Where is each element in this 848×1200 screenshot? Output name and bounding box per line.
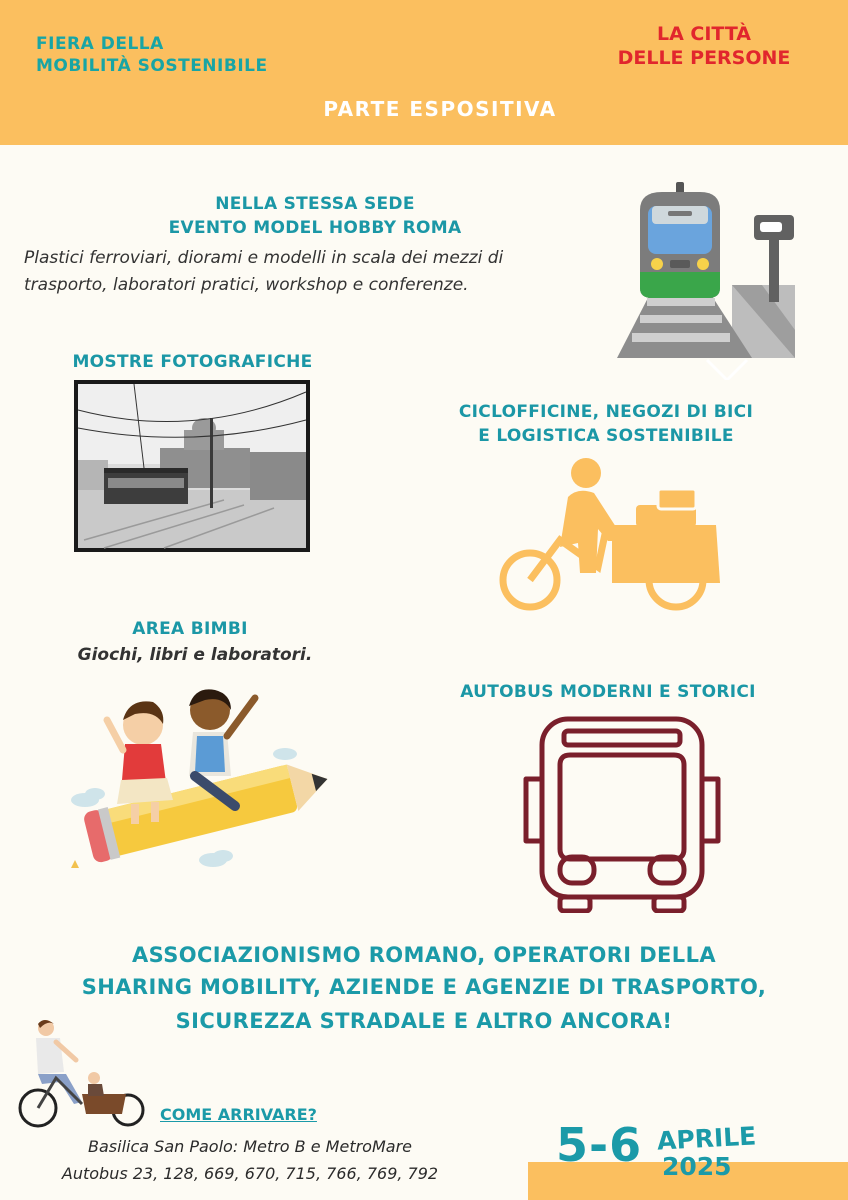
- cargo-bike-icon: [498, 455, 720, 617]
- brand-line2: DELLE PERSONE: [617, 47, 791, 69]
- date-year: 2025: [662, 1152, 732, 1181]
- associations-line3: SICUREZZA STRADALE E ALTRO ANCORA!: [175, 1009, 673, 1033]
- date-days: 5-6: [556, 1118, 643, 1172]
- associations-line1: ASSOCIAZIONISMO ROMANO, OPERATORI DELLA: [131, 943, 717, 967]
- event-name-line1: FIERA DELLA: [36, 34, 164, 54]
- date-month: APRILE: [656, 1121, 757, 1156]
- kids-area-description: Giochi, libri e laboratori.: [77, 645, 313, 665]
- model-hobby-title-line2: EVENTO MODEL HOBBY ROMA: [168, 218, 462, 238]
- model-hobby-title-line1: NELLA STESSA SEDE: [215, 194, 415, 214]
- section-title: PARTE ESPOSITIVA: [323, 97, 557, 121]
- directions-title[interactable]: COME ARRIVARE?: [160, 1105, 317, 1124]
- bike-shops-title-line1: CICLOFFICINE, NEGOZI DI BICI: [458, 402, 754, 422]
- bike-shops-title-line2: E LOGISTICA SOSTENIBILE: [478, 426, 734, 446]
- bike-shops-title: [416, 400, 796, 448]
- model-hobby-title: [150, 192, 480, 240]
- bus-icon: [520, 713, 724, 913]
- kids-pencil-illustration: [55, 680, 340, 880]
- brand-line1: LA CITTÀ: [656, 23, 752, 45]
- historic-tram-photo: [74, 380, 310, 552]
- photo-exhibitions-title: MOSTRE FOTOGRAFICHE: [72, 352, 313, 372]
- event-name: [36, 33, 268, 77]
- event-name-line2: MOBILITÀ SOSTENIBILE: [36, 56, 268, 76]
- model-hobby-desc-line1: Plastici ferroviari, diorami e modelli in scala dei mezzi di: [24, 248, 504, 268]
- kids-area-title: AREA BIMBI: [132, 619, 248, 639]
- family-cargo-bike-illustration: [16, 1018, 156, 1130]
- brand-logo-text: [604, 22, 804, 70]
- model-hobby-desc-line2: trasporto, laboratori pratici, workshop e conferenze.: [24, 275, 469, 295]
- associations-line2: SHARING MOBILITY, AZIENDE E AGENZIE DI TRASPORTO,: [81, 975, 767, 999]
- train-icon: [612, 180, 802, 380]
- buses-title: AUTOBUS MODERNI E STORICI: [460, 682, 756, 702]
- model-hobby-description: [24, 245, 624, 299]
- directions-line2: Autobus 23, 128, 669, 670, 715, 766, 769, 792: [61, 1164, 439, 1183]
- directions-line1: Basilica San Paolo: Metro B e MetroMare: [88, 1137, 412, 1156]
